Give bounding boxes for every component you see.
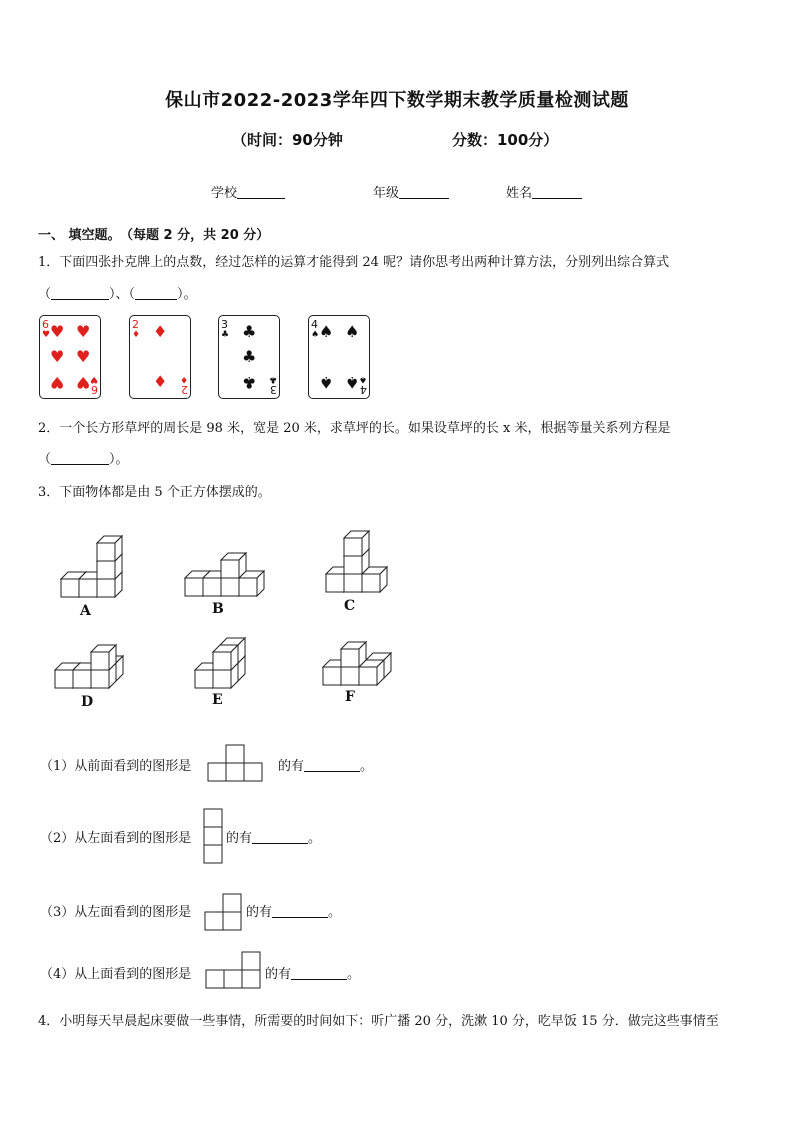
spade-icon: ♠ [311, 330, 320, 340]
suffix-text: 的有 [278, 759, 305, 774]
card-rank: 3 [221, 318, 228, 331]
section-note: （每题 2 分，共 20 分） [126, 228, 270, 243]
paren-open: （ [38, 452, 52, 467]
suffix-text: 的有 [265, 967, 292, 982]
heart-icon: ♥ [42, 330, 51, 340]
grade-label: 年级 [373, 186, 400, 201]
figure-label-c: C [344, 598, 356, 614]
heart-icon: ♥ [76, 322, 91, 341]
name-label: 姓名 [506, 186, 533, 201]
club-icon: ♣ [221, 330, 230, 340]
diamond-icon: ♦ [153, 372, 168, 391]
card-rank: 4 [311, 318, 318, 331]
card-rank: 2 [181, 383, 188, 396]
figure-label-a: A [80, 603, 91, 619]
card-rank: 6 [42, 318, 49, 331]
period: 。 [347, 967, 361, 982]
question-3-text: 3．下面物体都是由 5 个正方体摆成的。 [38, 485, 271, 500]
spade-icon: ♠ [358, 374, 367, 384]
period: 。 [328, 905, 342, 920]
section-title: 一、 填空题。 [38, 228, 121, 243]
figure-label-f: F [345, 689, 355, 705]
subquestion-3-prefix: （3）从左面看到的图形是 [40, 905, 192, 920]
card-rank: 4 [360, 383, 367, 396]
question-2-text: 2．一个长方形草坪的周长是 98 米，宽是 20 米，求草坪的长。如果设草坪的长 x 米，根据等量关系列方程是 [38, 421, 671, 436]
heart-icon: ♥ [76, 347, 91, 366]
subquestion-1-prefix: （1）从前面看到的图形是 [40, 759, 192, 774]
exam-score: 分数：100分） [452, 131, 559, 149]
left-view-diagram-l [205, 894, 241, 930]
heart-icon: ♥ [50, 322, 65, 341]
paren-open: （ [38, 287, 52, 302]
heart-icon: ♥ [50, 373, 65, 392]
heart-icon: ♥ [76, 373, 91, 392]
figure-label-b: B [212, 601, 224, 617]
paren-close: ）。 [177, 287, 197, 302]
diamond-icon: ♦ [132, 330, 141, 340]
suffix-text: 的有 [226, 831, 253, 846]
question-1-text: 1．下面四张扑克牌上的点数，经过怎样的运算才能得到 24 呢？请你思考出两种计算方法，分别列出综合算式 [38, 255, 670, 270]
card-rank: 2 [132, 318, 139, 331]
figure-label-e: E [212, 692, 223, 708]
paren-mid: ）、（ [109, 287, 136, 302]
club-icon: ♣ [242, 322, 257, 341]
heart-icon: ♥ [50, 347, 65, 366]
period: 。 [308, 831, 322, 846]
left-view-diagram-column [204, 809, 222, 863]
figure-label-d: D [81, 694, 94, 710]
top-view-diagram [206, 952, 260, 988]
front-view-diagram [208, 745, 262, 781]
club-icon: ♣ [242, 373, 257, 392]
spade-icon: ♠ [319, 373, 334, 392]
paren-close: ）。 [109, 452, 129, 467]
spade-icon: ♠ [345, 373, 360, 392]
suffix-text: 的有 [246, 905, 273, 920]
question-4-text: 4．小明每天早晨起床要做一些事情，所需要的时间如下：听广播 20 分，洗漱 10 分，吃早饭 15 分．做完这些事情至 [38, 1014, 719, 1029]
heart-icon: ♥ [89, 374, 98, 384]
subquestion-4-prefix: （4）从上面看到的图形是 [40, 967, 192, 982]
period: 。 [360, 759, 374, 774]
card-rank: 3 [270, 383, 277, 396]
club-icon: ♣ [268, 374, 277, 384]
subquestion-2-prefix: （2）从左面看到的图形是 [40, 831, 192, 846]
card-rank: 6 [91, 383, 98, 396]
diamond-icon: ♦ [179, 374, 188, 384]
page-title: 保山市2022-2023学年四下数学期末教学质量检测试题 [165, 90, 629, 111]
diamond-icon: ♦ [153, 322, 168, 341]
spade-icon: ♠ [319, 322, 334, 341]
spade-icon: ♠ [345, 322, 360, 341]
exam-time: （时间：90分钟 [232, 131, 343, 149]
school-label: 学校 [211, 186, 238, 201]
club-icon: ♣ [242, 347, 257, 366]
